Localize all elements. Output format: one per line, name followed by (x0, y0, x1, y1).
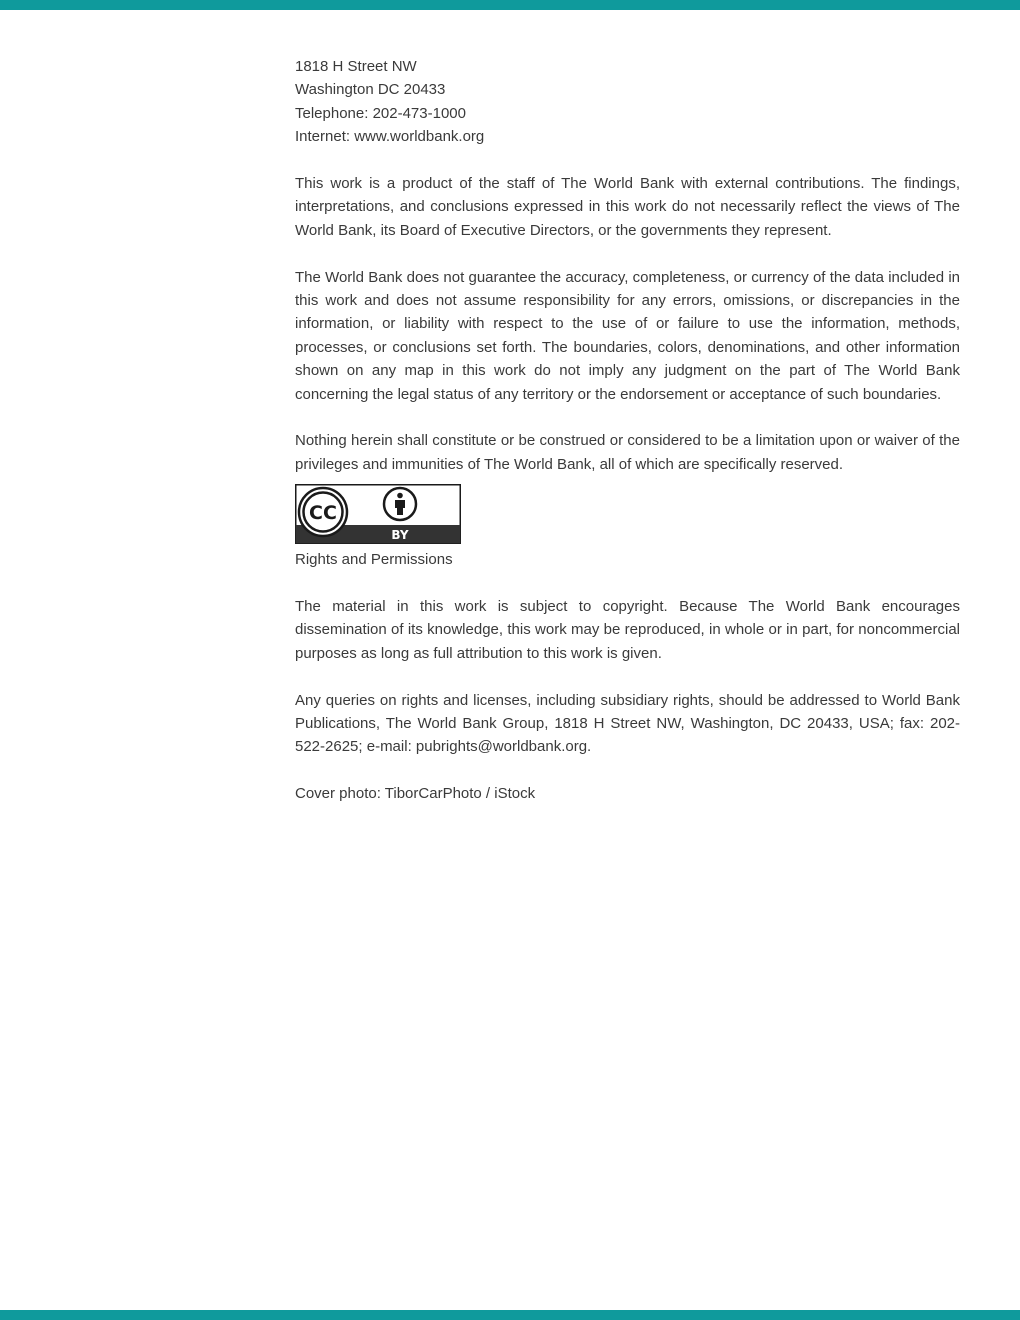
cc-by-license-badge (295, 484, 461, 544)
by-label: BY (391, 528, 409, 543)
attribution-person-icon (384, 488, 416, 520)
bottom-accent-bar (0, 1310, 1020, 1320)
rights-paragraph-1: The material in this work is subject to copyright. Because The World Bank encourages dissemination of its knowledge, this work may be reproduced, in whole or in part, for noncommercial purposes as long as full attribution to this work is given. (295, 598, 960, 662)
rights-permissions-heading: Rights and Permissions (295, 551, 453, 569)
cc-icon-text: CC (309, 502, 337, 525)
top-accent-bar (0, 0, 1020, 10)
address-telephone: Telephone: 202-473-1000 (295, 104, 466, 122)
rights-paragraph-2: Any queries on rights and licenses, including subsidiary rights, should be addressed to World Bank Publications, The World Bank Group, 1818 H Street NW, Washington, DC 20433, USA; fax: 202-522-2625; e-mail: pubrights@worldbank.org. (295, 691, 960, 756)
copyright-page-content (295, 55, 960, 806)
address-block (295, 55, 960, 149)
cc-icon (299, 488, 347, 536)
address-internet: Internet: www.worldbank.org (295, 128, 485, 146)
disclaimer-paragraph-1: This work is a product of the staff of The World Bank with external contributions. The findings, interpretations, and conclusions expressed in this work do not necessarily reflect the views of The World Bank, its Board of Executive Directors, or the governments they represent. (295, 175, 960, 239)
disclaimer-paragraph-2: The World Bank does not guarantee the accuracy, completeness, or currency of the data included in this work and does not assume responsibility for any errors, omissions, or discrepancies in the information, or liability with respect to the use of or failure to use the information, methods, processes, or conclusions set forth. The boundaries, colors, denominations, and other information shown on any map in this work do not imply any judgment on the part of The World Bank concerning the legal status of any territory or the endorsement or acceptance of such boundaries. (295, 268, 960, 403)
address-street: 1818 H Street NW (295, 58, 417, 75)
cover-photo-credit: Cover photo: TiborCarPhoto / iStock (295, 785, 536, 803)
address-city: Washington DC 20433 (295, 81, 446, 99)
disclaimer-paragraph-3: Nothing herein shall constitute or be construed or considered to be a limitation upon or waiver of the privileges and immunities of The World Bank, all of which are specifically reserved. (295, 432, 960, 473)
